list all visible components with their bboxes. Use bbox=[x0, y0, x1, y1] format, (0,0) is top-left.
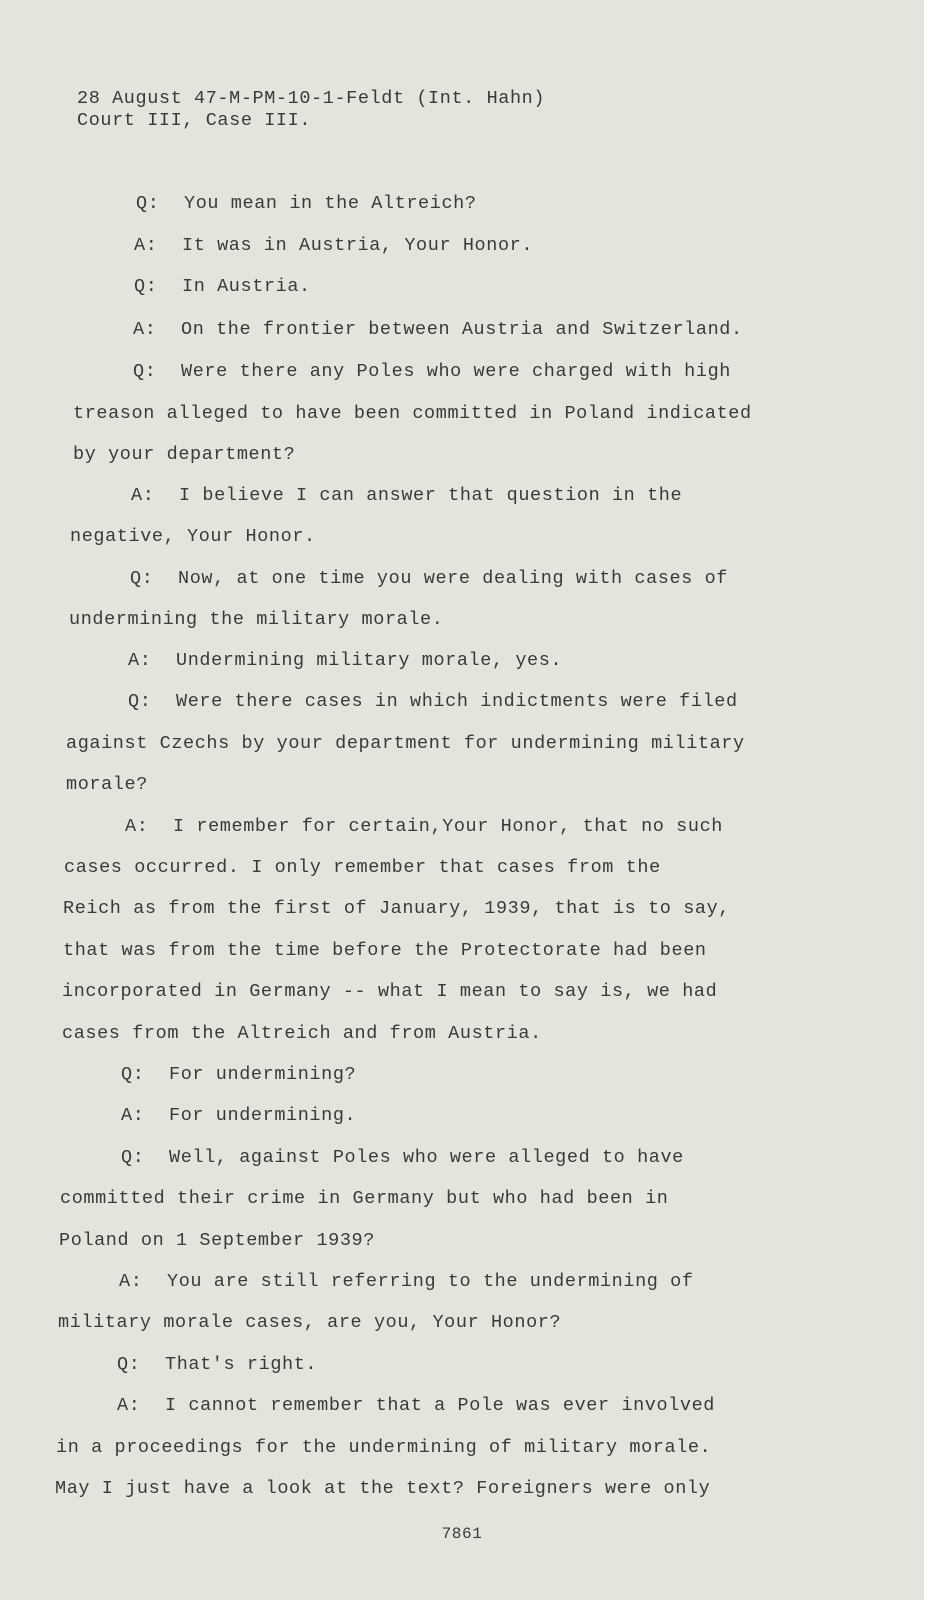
transcript-line bbox=[119, 1271, 694, 1293]
speaker-label: A: bbox=[133, 319, 157, 340]
line-text: For undermining. bbox=[169, 1105, 357, 1126]
transcript-line: Reich as from the first of January, 1939, that is to say, bbox=[63, 898, 731, 919]
speaker-label: Q: bbox=[121, 1064, 145, 1085]
transcript-line: cases from the Altreich and from Austria. bbox=[62, 1023, 542, 1044]
speaker-label: A: bbox=[125, 816, 149, 837]
transcript-line bbox=[134, 235, 533, 257]
speaker-label: A: bbox=[119, 1271, 143, 1292]
transcript-line bbox=[128, 650, 562, 672]
line-text: In Austria. bbox=[182, 276, 311, 297]
speaker-label: Q: bbox=[133, 361, 157, 382]
header-line-2: Court III, Case III. bbox=[77, 110, 312, 131]
speaker-label: Q: bbox=[136, 193, 160, 214]
line-text: I remember for certain,Your Honor, that no such bbox=[173, 816, 723, 837]
transcript-line: incorporated in Germany -- what I mean to say is, we had bbox=[62, 981, 718, 1002]
speaker-label: A: bbox=[134, 235, 158, 256]
header-line-1: 28 August 47-M-PM-10-1-Feldt (Int. Hahn) bbox=[77, 88, 546, 109]
speaker-label: Q: bbox=[117, 1354, 141, 1375]
speaker-label: Q: bbox=[121, 1147, 145, 1168]
line-text: You mean in the Altreich? bbox=[184, 193, 477, 214]
speaker-label: Q: bbox=[134, 276, 158, 297]
transcript-line bbox=[117, 1395, 715, 1417]
speaker-label: Q: bbox=[130, 568, 154, 589]
transcript-line: undermining the military morale. bbox=[69, 609, 444, 630]
transcript-line bbox=[121, 1147, 684, 1169]
line-text: That's right. bbox=[165, 1354, 318, 1375]
page-number: 7861 bbox=[441, 1525, 483, 1543]
transcript-line bbox=[133, 319, 743, 341]
speaker-label: A: bbox=[131, 485, 155, 506]
transcript-line: by your department? bbox=[73, 444, 296, 465]
transcript-line: cases occurred. I only remember that cases from the bbox=[64, 857, 661, 878]
speaker-label: A: bbox=[117, 1395, 141, 1416]
speaker-label: A: bbox=[128, 650, 152, 671]
transcript-line bbox=[117, 1354, 317, 1376]
line-text: I believe I can answer that question in the bbox=[179, 485, 683, 506]
speaker-label: Q: bbox=[128, 691, 152, 712]
line-text: You are still referring to the undermining of bbox=[167, 1271, 694, 1292]
line-text: On the frontier between Austria and Switzerland. bbox=[181, 319, 743, 340]
transcript-line bbox=[130, 568, 728, 590]
line-text: Were there cases in which indictments were filed bbox=[176, 691, 738, 712]
transcript-line bbox=[128, 691, 738, 713]
transcript-line bbox=[121, 1105, 356, 1127]
line-text: I cannot remember that a Pole was ever involved bbox=[165, 1395, 715, 1416]
transcript-line: negative, Your Honor. bbox=[70, 526, 316, 547]
line-text: Well, against Poles who were alleged to have bbox=[169, 1147, 684, 1168]
transcript-line: against Czechs by your department for undermining military bbox=[66, 733, 745, 754]
transcript-line: in a proceedings for the undermining of military morale. bbox=[56, 1437, 712, 1458]
line-text: For undermining? bbox=[169, 1064, 357, 1085]
transcript-line: treason alleged to have been committed in Poland indicated bbox=[73, 403, 752, 424]
transcript-line: May I just have a look at the text? Foreigners were only bbox=[55, 1478, 711, 1499]
speaker-label: A: bbox=[121, 1105, 145, 1126]
transcript-line bbox=[125, 816, 723, 838]
transcript-line bbox=[121, 1064, 356, 1086]
transcript-line: that was from the time before the Protectorate had been bbox=[63, 940, 707, 961]
line-text: Were there any Poles who were charged with high bbox=[181, 361, 731, 382]
line-text: It was in Austria, Your Honor. bbox=[182, 235, 534, 256]
transcript-line bbox=[136, 193, 477, 215]
transcript-line bbox=[131, 485, 682, 507]
transcript-line bbox=[134, 276, 311, 298]
transcript-line: committed their crime in Germany but who had been in bbox=[60, 1188, 669, 1209]
line-text: Undermining military morale, yes. bbox=[176, 650, 563, 671]
transcript-line bbox=[133, 361, 731, 383]
line-text: Now, at one time you were dealing with cases of bbox=[178, 568, 728, 589]
transcript-line: military morale cases, are you, Your Honor? bbox=[58, 1312, 562, 1333]
transcript-line: Poland on 1 September 1939? bbox=[59, 1230, 375, 1251]
transcript-line: morale? bbox=[66, 774, 148, 795]
